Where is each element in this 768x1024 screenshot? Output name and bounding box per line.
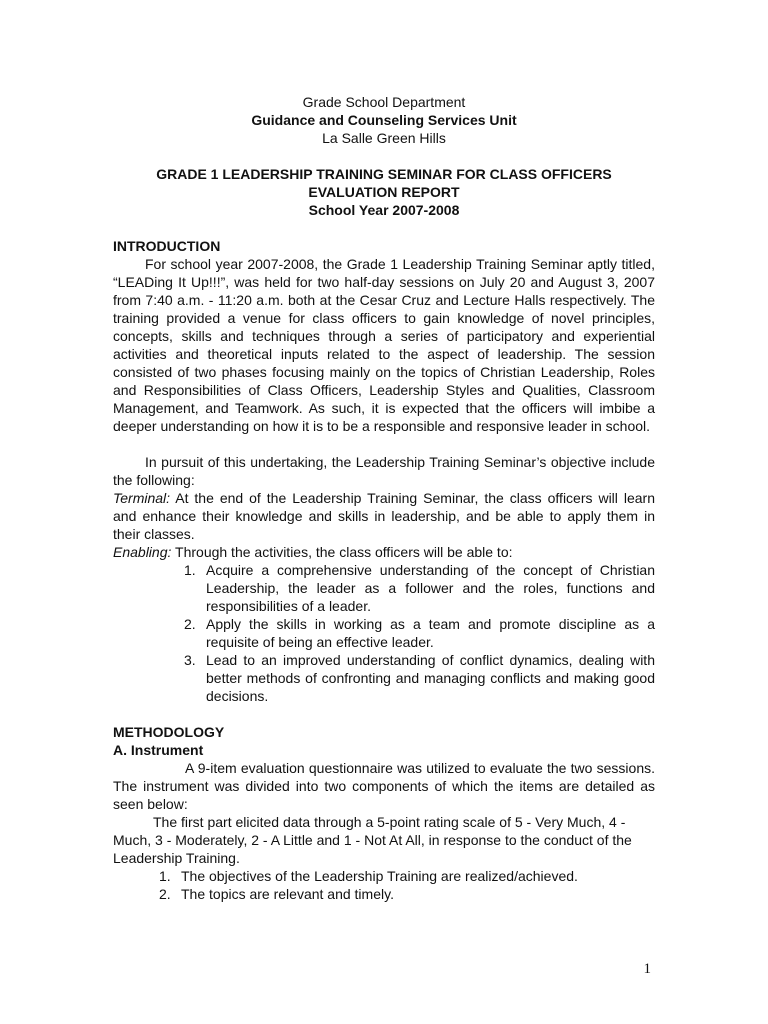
questionnaire-items-list	[113, 867, 655, 903]
terminal-label: Terminal:	[113, 490, 171, 506]
introduction-paragraph-2: In pursuit of this undertaking, the Leadership Training Seminar’s objective include the following:	[113, 454, 655, 488]
introduction-section	[113, 237, 655, 705]
list-item-number: 1.	[159, 868, 171, 884]
list-item	[113, 867, 655, 885]
introduction-heading: INTRODUCTION	[113, 238, 221, 254]
enabling-text: Through the activities, the class officers will be able to:	[171, 544, 513, 560]
methodology-section	[113, 723, 655, 903]
document-page	[113, 93, 655, 903]
list-item-number: 2.	[159, 886, 171, 902]
unit-name: Guidance and Counseling Services Unit	[251, 112, 517, 128]
introduction-paragraph-1: For school year 2007-2008, the Grade 1 Leadership Training Seminar aptly titled, “LEADing It Up!!!”, was held for two half-day sessions on July 20 and August 3, 2007 from 7:40 a.m. - 11:20 a.m. both at the Cesar Cruz and Lecture Halls respectively. The training provided a venue for class officers to gain knowledge of novel principles, concepts, skills and techniques through a series of participatory and experiential activities and theoretical inputs related to the aspect of leadership. The session consisted of two phases focusing mainly on the topics of Christian Leadership, Roles and Responsibilities of Class Officers, Leadership Styles and Qualities, Classroom Management, and Teamwork. As such, it is expected that the officers will imbibe a deeper understanding on how it is to be a responsible and responsive leader in school.	[113, 256, 655, 434]
list-item-text: Apply the skills in working as a team and promote discipline as a requisite of being an effective leader.	[206, 616, 655, 650]
document-header	[113, 93, 655, 147]
list-item	[113, 615, 655, 651]
spacer	[113, 435, 655, 453]
enabling-objective	[113, 543, 655, 561]
report-title-line-3: School Year 2007-2008	[308, 202, 460, 218]
department-name: Grade School Department	[302, 94, 466, 110]
list-item-number: 1.	[184, 562, 196, 578]
spacer	[113, 705, 655, 723]
enabling-label: Enabling:	[113, 544, 172, 560]
terminal-text: At the end of the Leadership Training Seminar, the class officers will learn and enhance their knowledge and skills in leadership, and be able to apply them in their classes.	[113, 490, 655, 542]
list-item-text: The objectives of the Leadership Training are realized/achieved.	[181, 868, 578, 884]
school-name: La Salle Green Hills	[322, 130, 446, 146]
list-item-number: 2.	[184, 616, 196, 632]
list-item	[113, 885, 655, 903]
list-item	[113, 561, 655, 615]
list-item-text: Acquire a comprehensive understanding of the concept of Christian Leadership, the leader as a follower and the roles, functions and responsibilities of a leader.	[206, 562, 655, 614]
instrument-subheading: A. Instrument	[113, 742, 204, 758]
report-title	[113, 165, 655, 219]
enabling-list	[113, 561, 655, 705]
terminal-objective	[113, 489, 655, 543]
list-item-text: Lead to an improved understanding of conflict dynamics, dealing with better methods of confronting and managing conflicts and making good decisions.	[206, 652, 655, 704]
report-title-line-2: EVALUATION REPORT	[308, 184, 460, 200]
methodology-heading: METHODOLOGY	[113, 724, 225, 740]
methodology-paragraph-2: The first part elicited data through a 5-point rating scale of 5 - Very Much, 4 - Much, 3 - Moderately, 2 - A Little and 1 - Not At All, in response to the conduct of the Leadership Training.	[113, 814, 632, 866]
methodology-paragraph-1: A 9-item evaluation questionnaire was utilized to evaluate the two sessions. The instrument was divided into two components of which the items are detailed as seen below:	[113, 760, 655, 812]
page-number: 1	[643, 961, 651, 977]
list-item-number: 3.	[184, 652, 196, 668]
list-item-text: The topics are relevant and timely.	[181, 886, 394, 902]
list-item	[113, 651, 655, 705]
report-title-line-1: GRADE 1 LEADERSHIP TRAINING SEMINAR FOR CLASS OFFICERS	[156, 166, 612, 182]
